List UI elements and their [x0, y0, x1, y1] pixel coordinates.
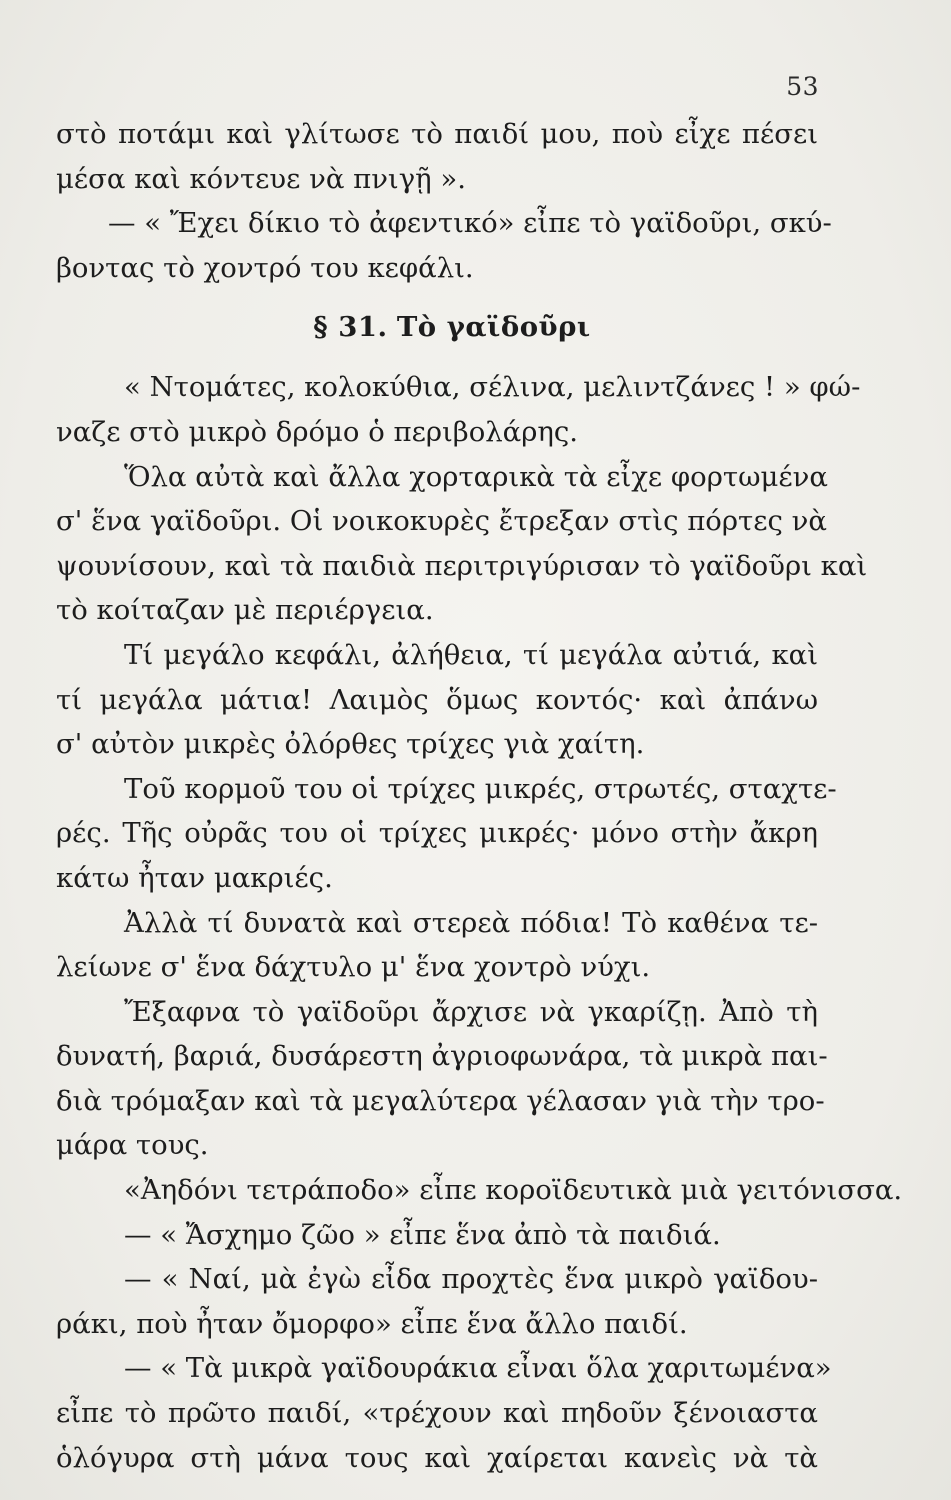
page-number: 53: [786, 72, 819, 101]
text-line: — « Ἔχει δίκιο τὸ ἀφεντικό» εἶπε τὸ γαϊδοῦρι, σκύ-: [108, 207, 832, 240]
text-line: σ' αὐτὸν μικρὲς ὀλόρθες τρίχες γιὰ χαίτη.: [56, 728, 645, 761]
text-line: εἶπε τὸ πρῶτο παιδί, «τρέχουν καὶ πηδοῦν ξένοιαστα: [56, 1397, 818, 1430]
text-line: ὁλόγυρα στὴ μάνα τους καὶ χαίρεται κανεὶς νὰ τὰ: [56, 1441, 818, 1474]
text-line: Τί μεγάλο κεφάλι, ἀλήθεια, τί μεγάλα αὐτιά, καὶ: [124, 638, 818, 671]
text-line: Ἔξαφνα τὸ γαϊδοῦρι ἄρχισε νὰ γκαρίζῃ. Ἀπὸ τὴ: [124, 995, 818, 1028]
text-line: « Ντομάτες, κολοκύθια, σέλινα, μελιντζάνες ! » φώ-: [124, 371, 861, 404]
body-text: [56, 112, 903, 1480]
text-line: μέσα καὶ κόντευε νὰ πνιγῇ ».: [56, 162, 466, 195]
text-line: ψουνίσουν, καὶ τὰ παιδιὰ περιτριγύρισαν τὸ γαϊδοῦρι καὶ: [56, 549, 868, 582]
text-line: κάτω ἦταν μακριές.: [56, 861, 333, 894]
text-line: ναζε στὸ μικρὸ δρόμο ὁ περιβολάρης.: [56, 415, 579, 448]
text-line: — « Ναί, μὰ ἐγὼ εἶδα προχτὲς ἕνα μικρὸ γαϊδου-: [124, 1263, 818, 1296]
text-line: «Ἀηδόνι τετράποδο» εἶπε κοροϊδευτικὰ μιὰ γειτόνισσα.: [124, 1174, 903, 1207]
section-text: [56, 365, 903, 1480]
text-line: βοντας τὸ χοντρό του κεφάλι.: [56, 251, 474, 284]
text-line: Ἀλλὰ τί δυνατὰ καὶ στερεὰ πόδια! Τὸ καθένα τε-: [124, 906, 818, 939]
section-number: § 31.: [313, 311, 388, 344]
text-line: Τοῦ κορμοῦ του οἱ τρίχες μικρές, στρωτές, σταχτε-: [124, 772, 837, 805]
text-line: ρές. Τῆς οὐρᾶς του οἱ τρίχες μικρές· μόνο στὴν ἄκρη: [56, 817, 818, 850]
text-line: ράκι, ποὺ ἦταν ὄμορφο» εἶπε ἕνα ἄλλο παιδί.: [56, 1307, 688, 1340]
text-line: σ' ἕνα γαϊδοῦρι. Οἱ νοικοκυρὲς ἔτρεξαν στὶς πόρτες νὰ: [56, 505, 827, 538]
section-heading: [56, 290, 818, 365]
text-line: μάρα τους.: [56, 1129, 209, 1162]
preceding-text: [56, 112, 832, 290]
text-line: τί μεγάλα μάτια! Λαιμὸς ὅμως κοντός· καὶ ἀπάνω: [56, 683, 818, 716]
text-line: διὰ τρόμαξαν καὶ τὰ μεγαλύτερα γέλασαν γιὰ τὴν τρο-: [56, 1084, 825, 1117]
text-line: — « Τὰ μικρὰ γαϊδουράκια εἶναι ὅλα χαριτωμένα»: [124, 1352, 832, 1385]
text-line: δυνατή, βαριά, δυσάρεστη ἀγριοφωνάρα, τὰ μικρὰ παι-: [56, 1040, 828, 1073]
text-line: στὸ ποτάμι καὶ γλίτωσε τὸ παιδί μου, ποὺ εἶχε πέσει: [56, 118, 818, 150]
section-title: Τὸ γαϊδοῦρι: [396, 311, 591, 344]
text-line: λείωνε σ' ἕνα δάχτυλο μ' ἕνα χοντρὸ νύχι.: [56, 951, 651, 984]
text-line: — « Ἄσχημο ζῶο » εἶπε ἕνα ἀπὸ τὰ παιδιά.: [124, 1218, 721, 1251]
text-line: Ὅλα αὐτὰ καὶ ἄλλα χορταρικὰ τὰ εἶχε φορτωμένα: [124, 460, 828, 493]
text-line: τὸ κοίταζαν μὲ περιέργεια.: [56, 594, 434, 627]
